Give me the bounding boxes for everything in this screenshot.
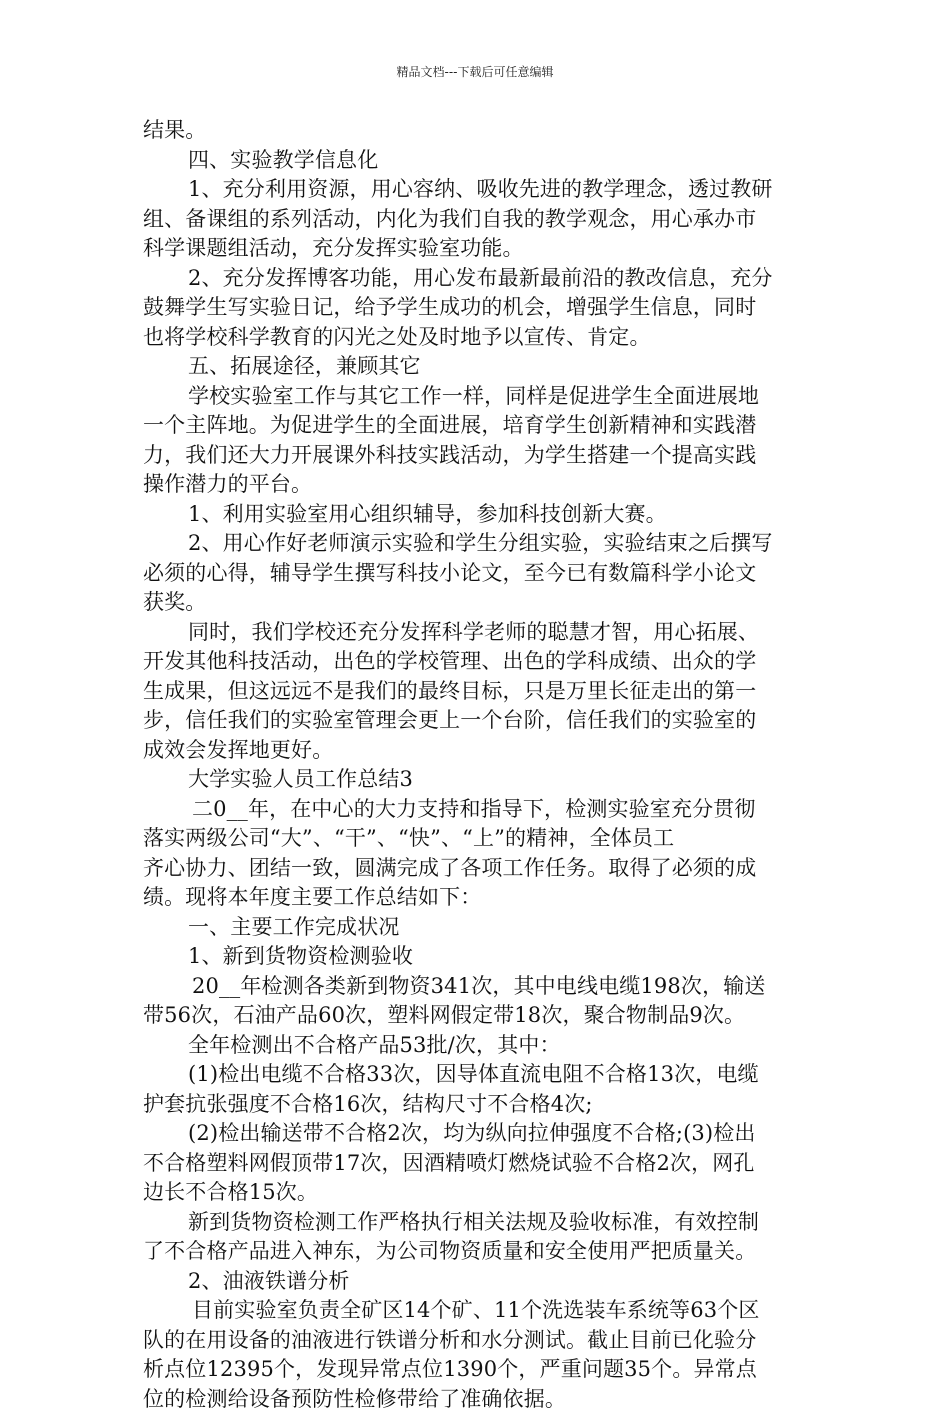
text-line: 1、利用实验室用心组织辅导，参加科技创新大赛。	[143, 500, 813, 530]
text-line: 2、用心作好老师演示实验和学生分组实验，实验结束之后撰写	[143, 529, 813, 559]
section-heading: 1、新到货物资检测验收	[143, 942, 813, 972]
text-line: 学校实验室工作与其它工作一样，同样是促进学生全面进展地	[143, 382, 813, 412]
text-line: 1、充分利用资源，用心容纳、吸收先进的教学理念，透过教研	[143, 175, 813, 205]
text-line: 力，我们还大力开展课外科技实践活动，为学生搭建一个提高实践	[143, 441, 813, 471]
text-line: 边长不合格15次。	[143, 1178, 813, 1208]
text-line: 析点位12395个，发现异常点位1390个，严重问题35个。异常点	[143, 1355, 813, 1385]
section-heading: 五、拓展途径，兼顾其它	[143, 352, 813, 382]
page-header: 精品文档---下载后可任意编辑	[0, 64, 950, 80]
document-body	[143, 116, 813, 1414]
text-line: 带56次，石油产品60次，塑料网假定带18次，聚合物制品9次。	[143, 1001, 813, 1031]
text-line: 了不合格产品进入神东，为公司物资质量和安全使用严把质量关。	[143, 1237, 813, 1267]
text-line: 必须的心得，辅导学生撰写科技小论文，至今已有数篇科学小论文	[143, 559, 813, 589]
text-line: 护套抗张强度不合格16次，结构尺寸不合格4次;	[143, 1090, 813, 1120]
text-line: 位的检测给设备预防性检修带给了准确依据。	[143, 1385, 813, 1414]
text-line: 一个主阵地。为促进学生的全面进展，培育学生创新精神和实践潜	[143, 411, 813, 441]
text-line: 步，信任我们的实验室管理会更上一个台阶，信任我们的实验室的	[143, 706, 813, 736]
section-heading: 2、油液铁谱分析	[143, 1267, 813, 1297]
text-line: 开发其他科技活动，出色的学校管理、出色的学科成绩、出众的学	[143, 647, 813, 677]
section-heading: 四、实验教学信息化	[143, 146, 813, 176]
text-line: 科学课题组活动，充分发挥实验室功能。	[143, 234, 813, 264]
document-title: 大学实验人员工作总结3	[143, 765, 813, 795]
text-line: 绩。现将本年度主要工作总结如下：	[143, 883, 813, 913]
text-line: 2、充分发挥博客功能，用心发布最新最前沿的教改信息，充分	[143, 264, 813, 294]
text-line: (1)检出电缆不合格33次，因导体直流电阻不合格13次，电缆	[143, 1060, 813, 1090]
text-line: 二0__年，在中心的大力支持和指导下，检测实验室充分贯彻	[143, 795, 813, 825]
text-line: 也将学校科学教育的闪光之处及时地予以宣传、肯定。	[143, 323, 813, 353]
text-line: 新到货物资检测工作严格执行相关法规及验收标准，有效控制	[143, 1208, 813, 1238]
text-line: 不合格塑料网假顶带17次，因酒精喷灯燃烧试验不合格2次，网孔	[143, 1149, 813, 1179]
text-line: 生成果，但这远远不是我们的最终目标，只是万里长征走出的第一	[143, 677, 813, 707]
text-line: 成效会发挥地更好。	[143, 736, 813, 766]
text-line: (2)检出输送带不合格2次，均为纵向拉伸强度不合格;(3)检出	[143, 1119, 813, 1149]
text-line: 队的在用设备的油液进行铁谱分析和水分测试。截止目前已化验分	[143, 1326, 813, 1356]
text-line: 操作潜力的平台。	[143, 470, 813, 500]
text-line: 目前实验室负责全矿区14个矿、11个洗选装车系统等63个区	[143, 1296, 813, 1326]
text-line: 齐心协力、团结一致，圆满完成了各项工作任务。取得了必须的成	[143, 854, 813, 884]
text-line: 组、备课组的系列活动，内化为我们自我的教学观念，用心承办市	[143, 205, 813, 235]
text-line: 落实两级公司“大”、“干”、“快”、“上”的精神，全体员工	[143, 824, 813, 854]
text-line: 获奖。	[143, 588, 813, 618]
section-heading: 一、主要工作完成状况	[143, 913, 813, 943]
text-line: 全年检测出不合格产品53批/次，其中：	[143, 1031, 813, 1061]
text-line: 结果。	[143, 116, 813, 146]
text-line: 鼓舞学生写实验日记，给予学生成功的机会，增强学生信息，同时	[143, 293, 813, 323]
text-line: 20__年检测各类新到物资341次，其中电线电缆198次，输送	[143, 972, 813, 1002]
text-line: 同时，我们学校还充分发挥科学老师的聪慧才智，用心拓展、	[143, 618, 813, 648]
